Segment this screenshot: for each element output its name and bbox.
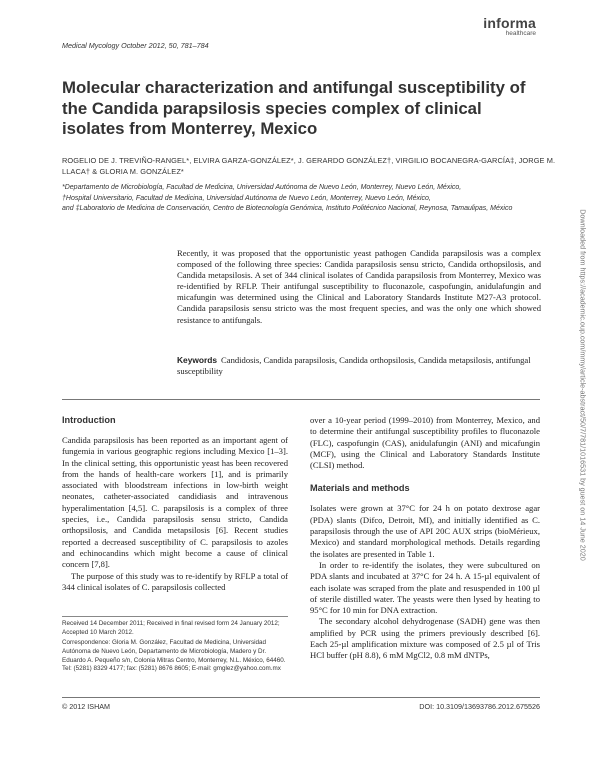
abstract: Recently, it was proposed that the opportunistic yeast pathogen Candida parapsilosis was a complex composed of the following three species: Candida parapsilosis sensu stricto, Candida orthopsilosis, and Candida metapsilosis. A set of 344 clinical isolates of Candida parapsilosis from Monterrey, Mexico was re-identified by RFLP. Their antifungal susceptibility to fluconazole, caspofungin, anidulafungin and micafungin was determined using the Clinical and Laboratory Standards Institute M27-A3 protocol. Candida parapsilosis sensu stricto was the most frequent species, and was the only one which showed resistance to antifungals.	[177, 248, 541, 325]
affiliations	[62, 183, 562, 215]
affiliation-3: and ‡Laboratorio de Medicina de Conservación, Centro de Biotecnología Genómica, Instituto Politécnico Nacional, Reynosa, Tamaulipas, México	[62, 205, 513, 213]
footnotes	[62, 620, 288, 676]
intro-paragraph-1: Candida parapsilosis has been reported as an important agent of fungemia in various geographic regions including Mexico [1–3]. In the clinical setting, this opportunistic yeast has been recovered from the hands of health-care workers [1], and is primarily associated with bloodstream infections in low-birth weight neonates, catheter-associated candidiasis and intravenous hyperalimentation [4,5]. C. parapsilosis is a complex of three species, i.e., Candida parapsilosis sensu stricto, Candida orthopsilosis, and Candida metapsilosis [6]. Recent studies reported a decreased susceptibility of C. parapsilosis to azoles and echinocandins which might become a cause of clinical concern [7,8].	[62, 435, 288, 570]
footnote-divider	[62, 616, 288, 617]
journal-citation: Medical Mycology October 2012, 50, 781–784	[62, 41, 209, 50]
doi-link[interactable]: DOI: 10.3109/13693786.2012.675526	[419, 702, 540, 711]
methods-paragraph-2: In order to re-identify the isolates, they were subcultured on PDA slants and incubated at 37°C for 24 h. A 15-µl equivalent of each isolate was scraped from the plate and resuspended in 100 µl of sterile distilled water. The yeasts were then lysed by heating to 95°C for 10 min for DNA extraction.	[310, 559, 540, 616]
section-divider	[62, 399, 540, 400]
keywords	[177, 355, 541, 377]
correspondence: Correspondence: Gloria M. González, Facultad de Medicina, Universidad Autónoma de Nuevo León, Departamento de Microbiología, Madero y Dr. Eduardo A. Pequeño s/n, Colonia Mitras Centro, Monterrey, N.L. México, 64460. Tel: (5281) 8329 4177; fax: (5281) 8676 8605; E-mail: gmglez@yahoo.com.mx	[62, 639, 286, 673]
methods-paragraph-1: Isolates were grown at 37°C for 24 h on potato dextrose agar (PDA) slants (Difco, Detroit, MI), and initially identified as C. parapsilosis through the use of API 20C AUX strips (bioMérieux, Mexico) and standard morphological methods. Details regarding the isolates are presented in Table 1.	[310, 503, 540, 559]
copyright: © 2012 ISHAM	[62, 702, 111, 711]
received-dates: Received 14 December 2011; Received in final revised form 24 January 2012; Accepted 10 March 2012.	[62, 620, 280, 636]
download-watermark: Downloaded from https://academic.oup.com/mmy/article-abstract/50/7/781/1016531 by guest on 14 June 2020	[578, 209, 588, 561]
right-column	[310, 415, 540, 662]
footer-divider	[62, 697, 540, 698]
methods-heading: Materials and methods	[310, 483, 410, 494]
brand-name: informa	[483, 15, 536, 31]
publisher-logo	[483, 16, 536, 38]
article-title: Molecular characterization and antifungal susceptibility of the Candida parapsilosis species complex of clinical isolates from Monterrey, Mexico	[62, 78, 526, 138]
introduction-heading: Introduction	[62, 415, 116, 425]
keywords-label: Keywords	[177, 355, 218, 365]
right-paragraph-1: over a 10-year period (1999–2010) from Monterrey, Mexico, and to determine their antifungal susceptibility profiles to fluconazole (FLC), caspofungin (CAS), anidulafungin (ANI) and micafungin (MCF), using the Clinical and Laboratory Standards Institute (CLSI) method.	[310, 415, 540, 471]
author-list: ROGELIO DE J. TREVIÑO-RANGEL*, ELVIRA GARZA-GONZÁLEZ*, J. GERARDO GONZÁLEZ†, VIRGILIO BOCANEGRA-GARCÍA‡, JORGE M. LLACA† & GLORIA M. GONZÁLEZ*	[62, 156, 556, 176]
left-column	[62, 415, 288, 593]
keywords-text: Candidosis, Candida parapsilosis, Candida orthopsilosis, Candida metapsilosis, antifungal susceptibility	[177, 355, 531, 377]
affiliation-1: *Departamento de Microbiología, Facultad de Medicina, Universidad Autónoma de Nuevo León, Monterrey, Nuevo León, México,	[62, 184, 462, 191]
affiliation-2: †Hospital Universitario, Facultad de Medicina, Universidad Autónoma de Nuevo León, Monterrey, Nuevo León, México,	[62, 194, 431, 202]
methods-paragraph-3: The secondary alcohol dehydrogenase (SADH) gene was then amplified by PCR using the primers previously described [6]. Each 25-µl amplification mixture was composed of 2.5 µl of Tris HCl buffer (pH 8.8), 6 mM MgCl2, 0.8 mM dNTPs,	[310, 616, 540, 661]
brand-sub: healthcare	[505, 30, 536, 37]
intro-paragraph-2: The purpose of this study was to re-identify by RFLP a total of 344 clinical isolates of C. parapsilosis collected	[62, 570, 288, 592]
